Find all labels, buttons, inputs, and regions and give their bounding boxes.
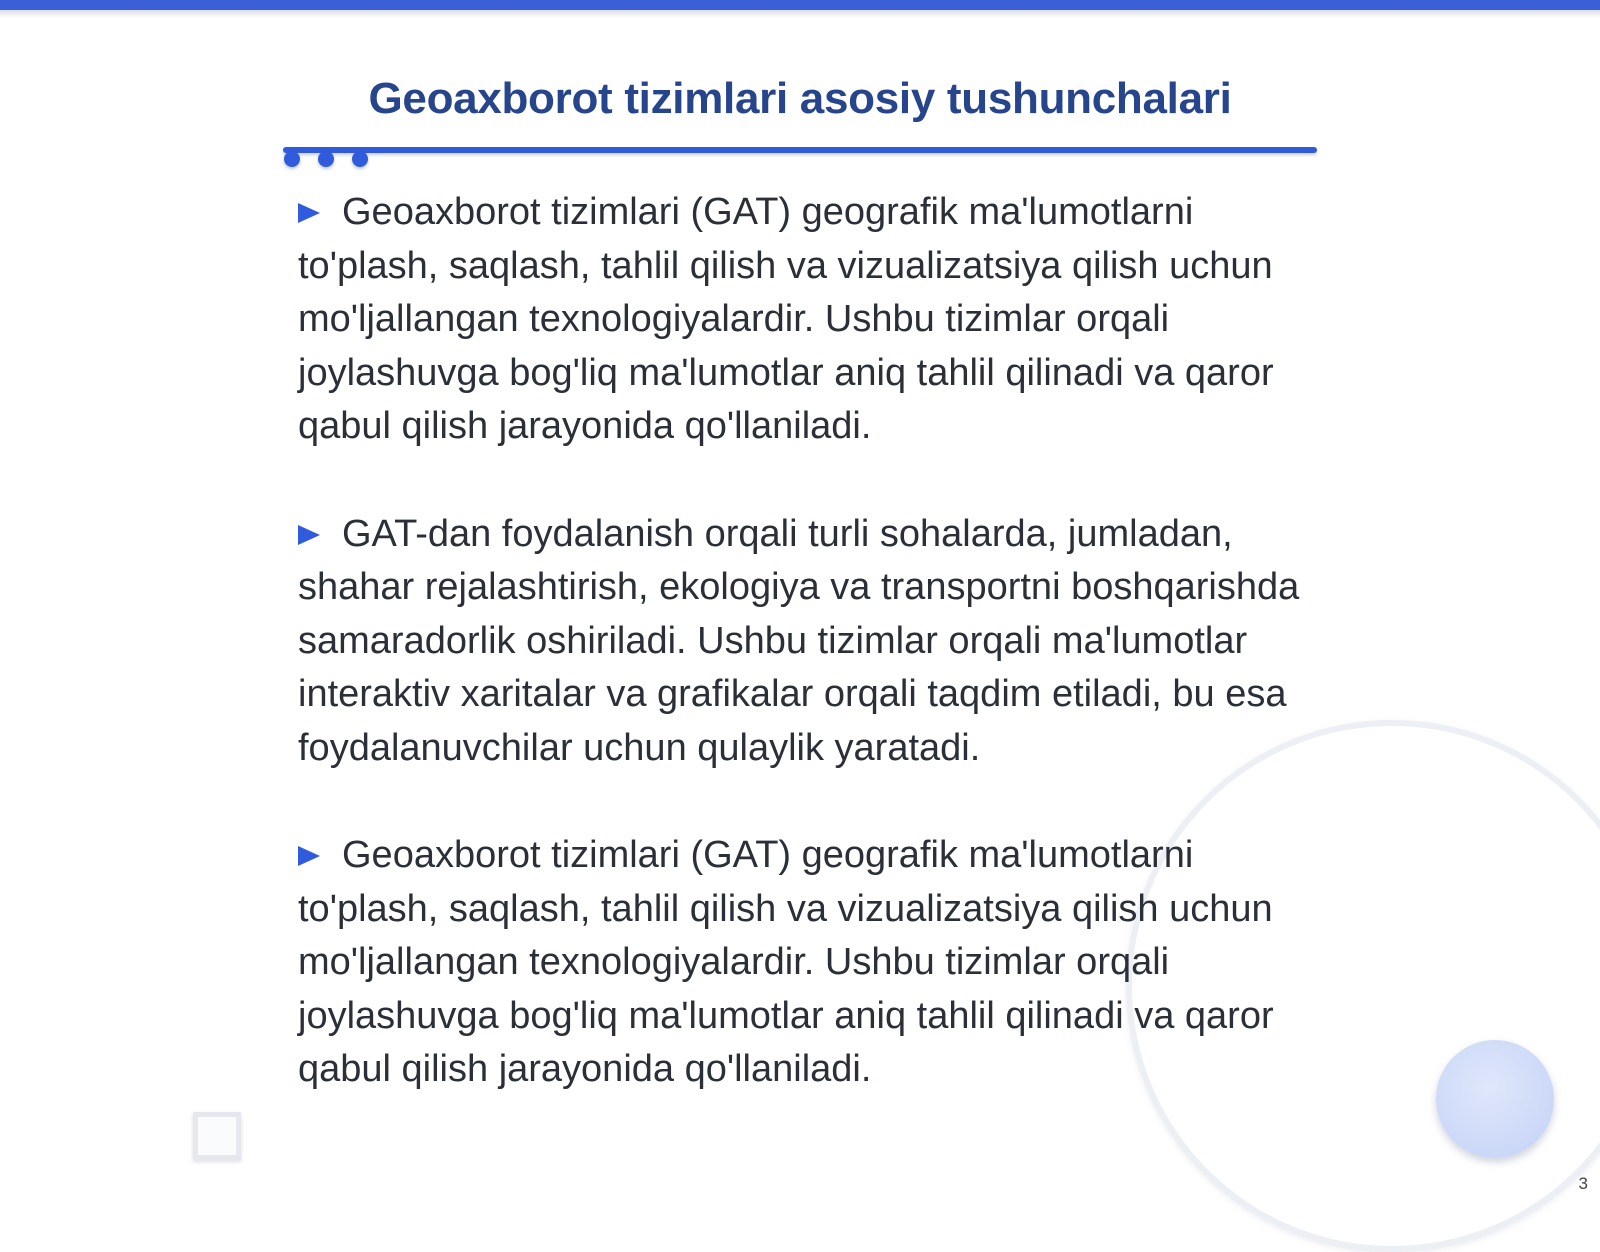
paragraph-text: GAT-dan foydalanish orqali turli sohalarda, jumladan, shahar rejalashtirish, ekologiya va transportni boshqarishda samaradorlik oshiriladi. Ushbu tizimlar orqali ma'lumotlar interaktiv xaritalar va grafikalar orqali taqdim etiladi, bu esa foydalanuvchilar uchun qulaylik yaratadi. bbox=[298, 512, 1300, 769]
slide-content bbox=[298, 186, 1308, 1151]
bullet-paragraph-1 bbox=[298, 186, 1308, 454]
top-bar-shadow bbox=[0, 10, 1600, 18]
triangle-bullet-icon bbox=[298, 846, 320, 866]
paragraph-text: Geoaxborot tizimlari (GAT) geografik ma'lumotlarni to'plash, saqlash, tahlil qilish va vizualizatsiya qilish uchun mo'ljallangan texnologiyalardir. Ushbu tizimlar orqali joylashuvga bog'liq ma'lumotlar aniq tahlil qilinadi va qaror qabul qilish jarayonida qo'llaniladi. bbox=[298, 191, 1274, 447]
decorative-circle bbox=[1436, 1040, 1554, 1158]
decorative-dot bbox=[352, 151, 368, 167]
decorative-dot bbox=[318, 151, 334, 167]
triangle-bullet-icon bbox=[298, 203, 320, 223]
bullet-paragraph-3 bbox=[298, 829, 1308, 1097]
slide-title: Geoaxborot tizimlari asosiy tushunchalari bbox=[368, 74, 1232, 123]
page-number: 3 bbox=[1578, 1174, 1588, 1193]
bullet-paragraph-2 bbox=[298, 508, 1308, 776]
top-accent-bar bbox=[0, 0, 1600, 10]
triangle-bullet-icon bbox=[298, 525, 320, 545]
decorative-dot bbox=[284, 151, 300, 167]
title-underline bbox=[283, 147, 1317, 153]
paragraph-text: Geoaxborot tizimlari (GAT) geografik ma'lumotlarni to'plash, saqlash, tahlil qilish va vizualizatsiya qilish uchun mo'ljallangan texnologiyalardir. Ushbu tizimlar orqali joylashuvga bog'liq ma'lumotlar aniq tahlil qilinadi va qaror qabul qilish jarayonida qo'llaniladi. bbox=[298, 834, 1274, 1090]
decorative-square bbox=[193, 1112, 241, 1160]
